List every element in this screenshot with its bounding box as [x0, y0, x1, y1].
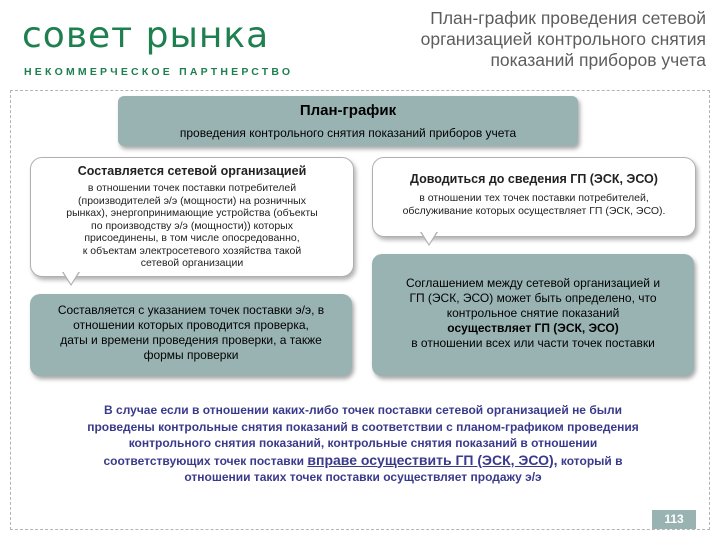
page-title-line: организацией контрольного снятия	[420, 29, 706, 49]
bottom-note-line: контрольного снятия показаний, контрольные снятия показаний в отношении	[128, 436, 598, 450]
right-callout-title: Доводиться до сведения ГП (ЭСК, ЭСО)	[410, 172, 658, 186]
logo-name: совет рынка	[22, 15, 270, 56]
right-callout-body	[381, 192, 687, 217]
left-callout-tail-fill	[63, 271, 79, 284]
left-info-line: Составляется с указанием точек поставки э/э, в	[57, 303, 325, 317]
plan-title: План-график	[299, 102, 397, 119]
left-info-line: отношении которых проводится проверка,	[73, 318, 309, 332]
bottom-note-line: отношении таких точек поставки осуществляет продажу э/э	[184, 470, 542, 484]
left-info-box	[30, 294, 352, 376]
left-callout-line: (производителей э/э (мощности) на розничных	[78, 194, 306, 207]
right-info-line: в отношении всех или части точек поставки	[411, 336, 655, 350]
bottom-note-text: соответствующих точек поставки	[103, 453, 308, 468]
bottom-note	[30, 402, 696, 486]
bottom-note-line	[30, 452, 696, 470]
bottom-note-emphasis: вправе осуществить ГП (ЭСК, ЭСО),	[307, 451, 558, 468]
page-number: 113	[652, 510, 696, 529]
left-callout-line: к объектам электросетевого хозяйства такой	[82, 244, 302, 257]
right-info-line-bold: осуществляет ГП (ЭСК, ЭСО)	[447, 321, 619, 335]
left-callout-line: сетевой организации	[140, 257, 244, 269]
right-info-box	[372, 254, 694, 376]
right-info-line: Соглашением между сетевой организацией и	[405, 276, 661, 290]
left-callout	[30, 157, 354, 277]
page-title-line: План-график проведения сетевой	[430, 8, 706, 28]
left-callout-body	[39, 182, 345, 270]
bottom-note-text: который в	[557, 453, 623, 468]
plan-box	[118, 96, 578, 146]
left-callout-title: Составляется сетевой организацией	[77, 164, 307, 178]
left-info-line: даты и времени проведения проверки, а также	[60, 333, 322, 347]
left-callout-line: в отношении точек поставки потребителей	[87, 182, 297, 194]
bottom-note-line: В случае если в отношении каких-либо точек поставки сетевой организацией не были	[104, 403, 622, 417]
right-callout-line: обслуживание которых осуществляет ГП (ЭСК, ЭСО).	[402, 204, 666, 217]
plan-subtitle: проведения контрольного снятия показаний приборов учета	[179, 126, 517, 140]
right-info-line: ГП (ЭСК, ЭСО) может быть определено, что	[409, 291, 657, 305]
right-callout	[372, 157, 696, 237]
left-callout-line: присоединены, в том числе опосредованно,	[84, 232, 300, 244]
left-callout-line: по производству э/э (мощности)) которых	[91, 219, 293, 232]
left-info-line: формы проверки	[143, 348, 239, 362]
right-callout-line: в отношении тех точек поставки потребителей,	[419, 192, 649, 204]
page-title-line: показаний приборов учета	[490, 50, 706, 70]
bottom-note-line: проведены контрольные снятия показаний в соответствии с планом-графиком проведения	[87, 419, 639, 434]
logo-subtitle: НЕКОММЕРЧЕСКОЕ ПАРТНЕРСТВО	[24, 66, 294, 78]
right-callout-tail-fill	[421, 231, 437, 244]
page-title	[306, 8, 706, 71]
left-callout-line: рынках), энергопринимающие устройства (объекты	[66, 207, 318, 219]
right-info-line: контрольное снятие показаний	[446, 306, 620, 320]
